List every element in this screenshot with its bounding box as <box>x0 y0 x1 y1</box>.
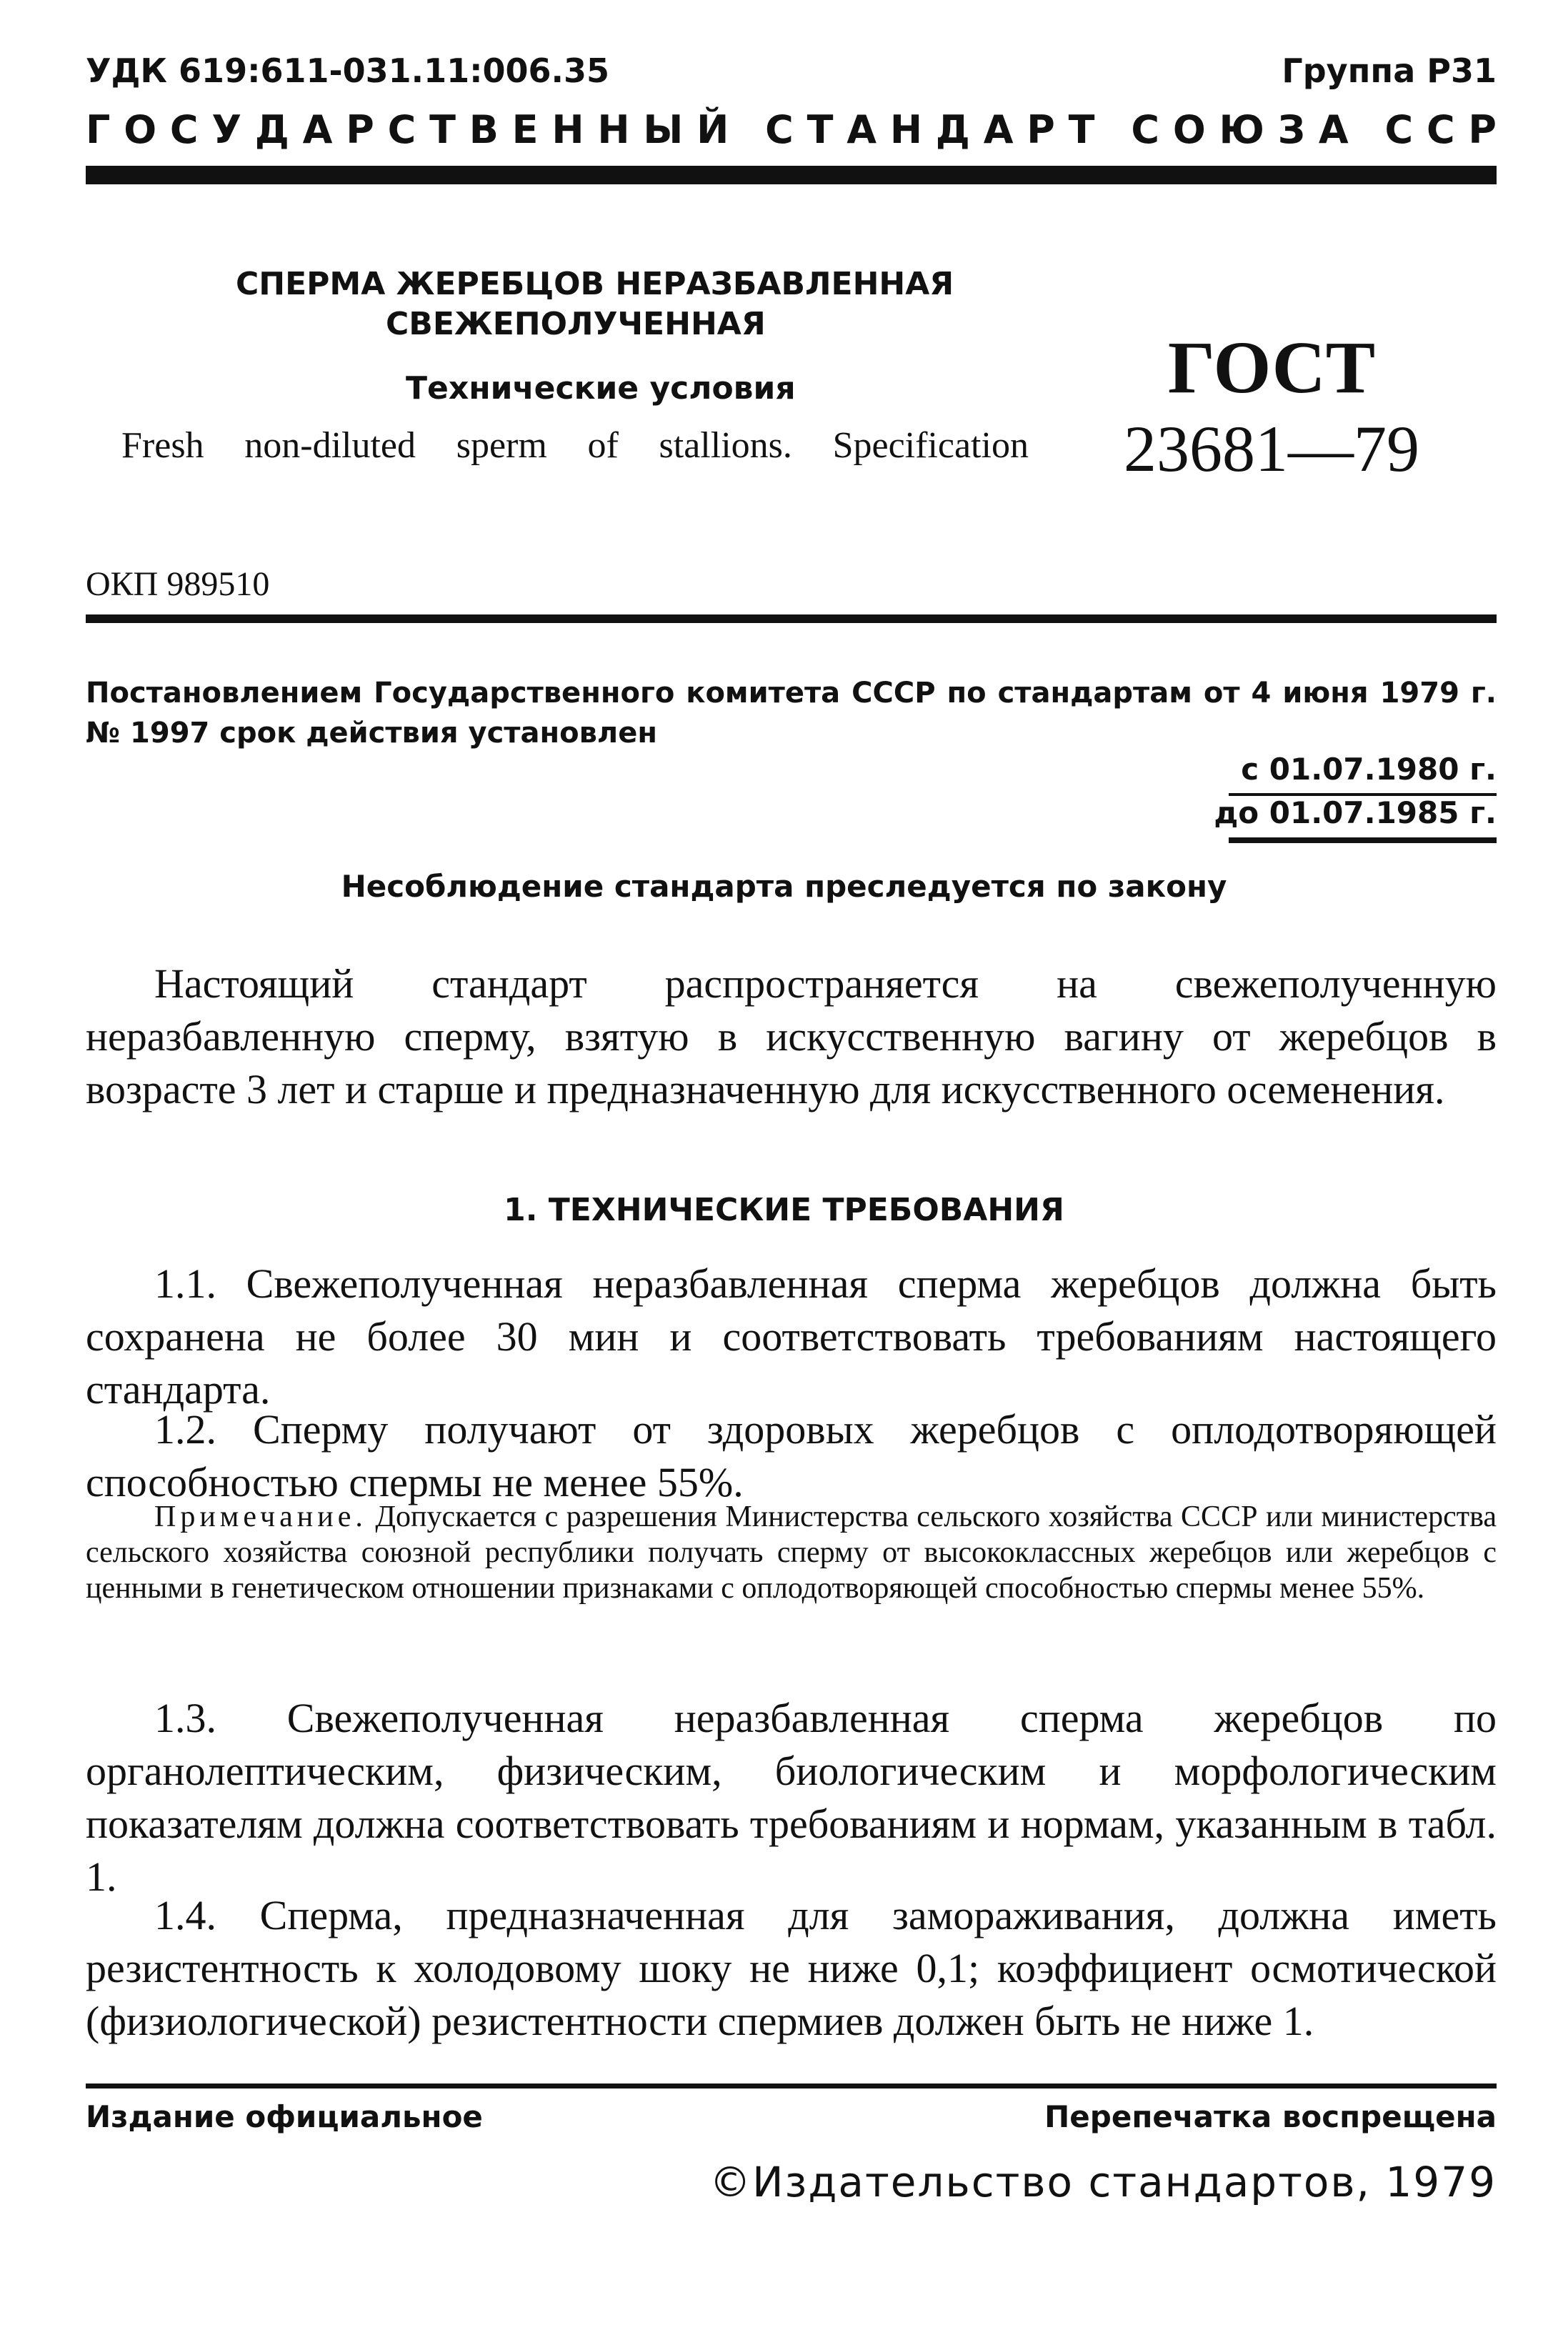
state-standard-banner <box>86 107 1497 152</box>
document-subtitle: Технические условия <box>406 370 796 407</box>
effective-date-to: до 01.07.1985 г. <box>1214 795 1497 830</box>
section-heading: 1. ТЕХНИЧЕСКИЕ ТРЕБОВАНИЯ <box>504 1192 1064 1228</box>
document-title-line1: СПЕРМА ЖЕРЕБЦОВ НЕРАЗБАВЛЕННАЯ <box>236 266 954 302</box>
udk-code: УДК 619:611-031.11:006.35 <box>86 51 609 90</box>
note-label: Примечание. <box>154 1500 367 1533</box>
official-edition-label: Издание официальное <box>86 2099 483 2134</box>
note-text: Допускается с разрешения Министерства сельского хозяйства СССР или министерства сельского хозяйства союзной республики получать сперму от высококлассных жеребцов или жеребцов с ценными в генетическом отношении признаками с оплодотворяющей способностью спермы менее 55%. <box>86 1500 1497 1605</box>
clause-1-1: 1.1. Свежеполученная неразбавленная сперма жеребцов должна быть сохранена не более 30 мин и соответствовать требованиям настоящего стандарта. <box>86 1260 1497 1413</box>
resolution-text: Постановлением Государственного комитета СССР по стандартам от 4 июня 1979 г. № 1997 срок действия установлен <box>86 677 1497 750</box>
banner-word: С Т А Н Д А Р Т <box>765 107 1095 152</box>
banner-word: Г О С У Д А Р С Т В Е Н Н Ы Й <box>86 107 729 152</box>
english-title-word: sperm <box>456 425 547 466</box>
clause-1-4: 1.4. Сперма, предназначенная для замораживания, должна иметь резистентность к холодовому шоку не ниже 0,1; коэффициент осмотической (физиологической) резистентности спермиев должен быть не ниже 1. <box>86 1892 1497 2044</box>
intro-paragraph: Настоящий стандарт распространяется на свежеполученную неразбавленную сперму, взятую в искусственную вагину от жеребцов в возрасте 3 лет и старше и предназначенную для искусственного осеменения. <box>86 960 1497 1112</box>
legal-warning: Несоблюдение стандарта преследуется по закону <box>341 869 1227 904</box>
note-paragraph <box>86 1499 1497 1606</box>
banner-word: С О Ю З А <box>1131 107 1349 152</box>
effective-date-from: с 01.07.1980 г. <box>1241 752 1497 787</box>
copyright-notice: ©Издательство стандартов, 1979 <box>709 2158 1497 2206</box>
reprint-prohibited-label: Перепечатка воспрещена <box>1044 2099 1497 2134</box>
clause-1-3: 1.3. Свежеполученная неразбавленная сперма жеребцов по органолептическим, физическим, биологическим и морфологическим показателям должна соответствовать требованиям и нормам, указанным в табл. 1. <box>86 1695 1497 1900</box>
english-title-word: Specification <box>832 425 1029 466</box>
gost-label: ГОСТ <box>1167 327 1376 409</box>
date-underline-double <box>1229 837 1497 843</box>
header-divider <box>86 166 1497 184</box>
document-title-line2: СВЕЖЕПОЛУЧЕННАЯ <box>386 306 766 342</box>
banner-word: С С Р <box>1384 107 1497 152</box>
clause-1-2: 1.2. Сперму получают от здоровых жеребцов с оплодотворяющей способностью спермы не менее 55%. <box>86 1406 1497 1505</box>
group-code: Группа Р31 <box>1282 51 1497 90</box>
okp-code: ОКП 989510 <box>86 565 270 603</box>
english-title-word: stallions. <box>659 425 792 466</box>
english-title-word: Fresh <box>121 425 204 466</box>
footer-divider <box>86 2083 1497 2088</box>
title-divider <box>86 614 1497 623</box>
gost-number: 23681—79 <box>1124 412 1419 485</box>
english-title <box>121 424 1029 467</box>
english-title-word: of <box>587 425 619 466</box>
english-title-word: non-diluted <box>244 425 416 466</box>
